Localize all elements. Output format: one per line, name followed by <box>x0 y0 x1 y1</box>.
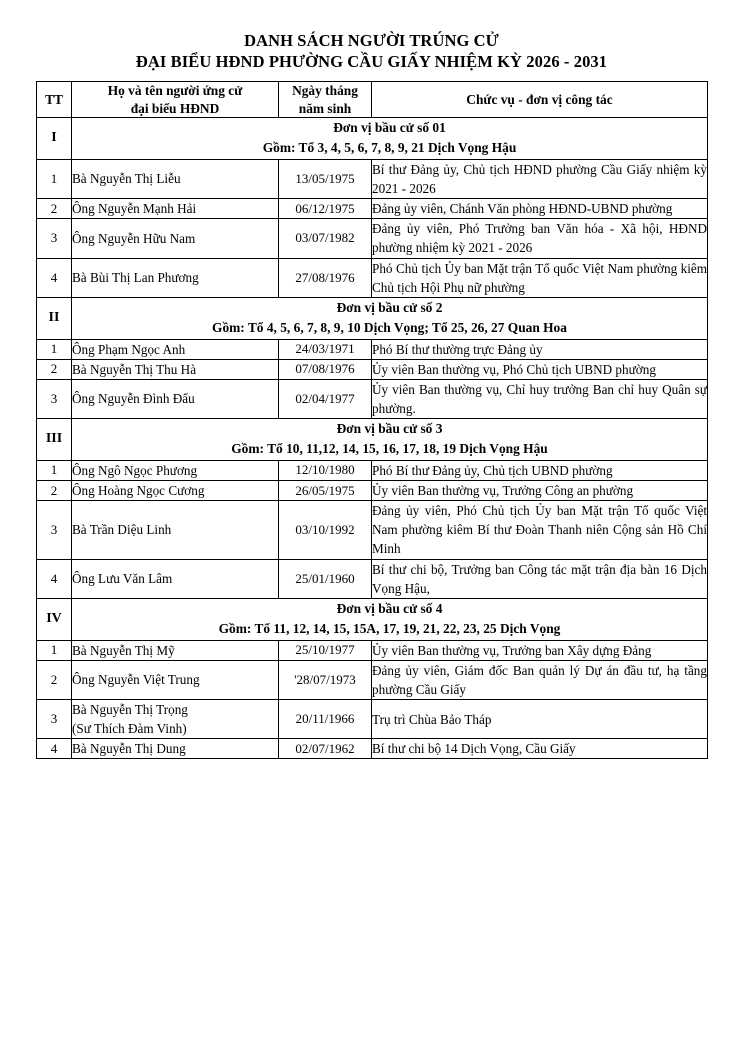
candidate-name-cell <box>72 501 279 559</box>
table-row <box>37 640 708 660</box>
row-index: 3 <box>37 219 72 258</box>
candidate-name-cell <box>72 199 279 219</box>
section-header-row <box>37 419 708 461</box>
candidate-position: Bí thư Đảng ủy, Chủ tịch HĐND phường Cầu Giấy nhiệm kỳ 2021 - 2026 <box>372 159 708 198</box>
candidate-name: Ông Nguyễn Hữu Nam <box>72 230 196 246</box>
table-row <box>37 700 708 739</box>
section-scope: Gồm: Tổ 11, 12, 14, 15, 15A, 17, 19, 21, 22, 23, 25 Dịch Vọng <box>218 621 561 637</box>
candidate-date-of-birth: 02/04/1977 <box>279 379 372 418</box>
title-line-1: DANH SÁCH NGƯỜI TRÚNG CỬ <box>244 31 499 50</box>
candidate-position: Đảng ủy viên, Phó Trưởng ban Văn hóa - Xã hội, HĐND phường nhiệm kỳ 2021 - 2026 <box>372 219 708 258</box>
section-numeral: II <box>37 297 72 339</box>
table-row <box>37 359 708 379</box>
table-header-row <box>37 82 708 118</box>
candidate-name-cell <box>72 379 279 418</box>
candidate-position: Ủy viên Ban thường vụ, Trưởng Công an phường <box>372 481 708 501</box>
candidate-position: Bí thư chi bộ, Trưởng ban Công tác mặt trận địa bàn 16 Dịch Vọng Hậu, <box>372 559 708 598</box>
candidate-name: Ông Ngô Ngọc Phương <box>72 462 198 478</box>
row-index: 4 <box>37 258 72 297</box>
table-row <box>37 501 708 559</box>
candidate-date-of-birth: 20/11/1966 <box>279 700 372 739</box>
candidate-position: Ủy viên Ban thường vụ, Chỉ huy trưởng Ban chỉ huy Quân sự phường. <box>372 379 708 418</box>
row-index: 2 <box>37 359 72 379</box>
row-index: 3 <box>37 700 72 739</box>
row-index: 2 <box>37 199 72 219</box>
row-index: 4 <box>37 559 72 598</box>
section-heading <box>72 118 708 160</box>
table-row <box>37 481 708 501</box>
candidate-name: Ông Nguyễn Việt Trung <box>72 672 200 688</box>
candidate-position: Ủy viên Ban thường vụ, Phó Chủ tịch UBND phường <box>372 359 708 379</box>
candidate-alias: (Sư Thích Đàm Vinh) <box>72 721 187 737</box>
table-row <box>37 739 708 759</box>
row-index: 3 <box>37 379 72 418</box>
section-scope: Gồm: Tổ 10, 11,12, 14, 15, 16, 17, 18, 19 Dịch Vọng Hậu <box>231 441 548 457</box>
candidate-name-cell <box>72 660 279 699</box>
elected-representatives-table <box>36 81 708 759</box>
candidate-date-of-birth: 07/08/1976 <box>279 359 372 379</box>
candidate-name: Ông Hoàng Ngọc Cương <box>72 483 205 498</box>
column-header-tt: TT <box>37 82 72 118</box>
table-row <box>37 379 708 418</box>
section-numeral: IV <box>37 598 72 640</box>
candidate-name-cell <box>72 481 279 501</box>
row-index: 3 <box>37 501 72 559</box>
candidate-date-of-birth: 26/05/1975 <box>279 481 372 501</box>
candidate-date-of-birth: 03/07/1982 <box>279 219 372 258</box>
candidate-name: Bà Nguyễn Thị Thu Hà <box>72 361 197 377</box>
candidate-name: Bà Bùi Thị Lan Phương <box>72 270 199 286</box>
section-heading <box>72 419 708 461</box>
table-row <box>37 219 708 258</box>
section-header-row <box>37 297 708 339</box>
candidate-name-cell <box>72 460 279 480</box>
column-header-name-line-2: đại biểu HĐND <box>130 100 220 116</box>
table-row <box>37 258 708 297</box>
candidate-position: Phó Chủ tịch Ủy ban Mặt trận Tổ quốc Việt Nam phường kiêm Chủ tịch Hội Phụ nữ phường <box>372 258 708 297</box>
candidate-name: Ông Nguyễn Đình Đẩu <box>72 391 195 407</box>
table-body <box>37 118 708 759</box>
section-title: Đơn vị bầu cử số 4 <box>336 600 443 616</box>
candidate-name: Bà Nguyễn Thị Trọng <box>72 702 188 718</box>
column-header-name-line-1: Họ và tên người ứng cử <box>107 83 243 99</box>
candidate-date-of-birth: 03/10/1992 <box>279 501 372 559</box>
candidate-position: Bí thư chi bộ 14 Dịch Vọng, Cầu Giấy <box>372 739 708 759</box>
section-heading <box>72 598 708 640</box>
candidate-name-cell <box>72 258 279 297</box>
section-numeral: III <box>37 419 72 461</box>
row-index: 1 <box>37 339 72 359</box>
candidate-date-of-birth: '28/07/1973 <box>279 660 372 699</box>
table-row <box>37 660 708 699</box>
candidate-position: Phó Bí thư thường trực Đảng ủy <box>372 339 708 359</box>
section-scope: Gồm: Tổ 3, 4, 5, 6, 7, 8, 9, 21 Dịch Vọng Hậu <box>262 140 517 156</box>
section-header-row <box>37 598 708 640</box>
candidate-name: Bà Trần Diệu Linh <box>72 522 172 538</box>
candidate-name-cell <box>72 339 279 359</box>
row-index: 1 <box>37 640 72 660</box>
candidate-date-of-birth: 25/10/1977 <box>279 640 372 660</box>
table-row <box>37 159 708 198</box>
section-numeral: I <box>37 118 72 160</box>
column-header-dob-line-1: Ngày tháng <box>292 83 358 99</box>
section-title: Đơn vị bầu cử số 2 <box>336 299 443 315</box>
row-index: 2 <box>37 481 72 501</box>
row-index: 4 <box>37 739 72 759</box>
candidate-position: Đảng ủy viên, Phó Chủ tịch Ủy ban Mặt trận Tổ quốc Việt Nam phường kiêm Bí thư Đoàn Thanh niên Cộng sản Hồ Chí Minh <box>372 501 708 559</box>
candidate-name: Ông Lưu Văn Lâm <box>72 571 173 587</box>
candidate-name-cell <box>72 159 279 198</box>
row-index: 1 <box>37 159 72 198</box>
candidate-date-of-birth: 06/12/1975 <box>279 199 372 219</box>
candidate-name-cell <box>72 219 279 258</box>
candidate-name-cell <box>72 640 279 660</box>
column-header-role: Chức vụ - đơn vị công tác <box>372 82 708 118</box>
title-line-2: ĐẠI BIỂU HĐND PHƯỜNG CẦU GIẤY NHIỆM KỲ 2026 - 2031 <box>135 52 608 72</box>
candidate-position: Trụ trì Chùa Bảo Tháp <box>372 700 708 739</box>
table-row <box>37 460 708 480</box>
page-title <box>36 30 707 72</box>
candidate-date-of-birth: 02/07/1962 <box>279 739 372 759</box>
candidate-position: Đảng ủy viên, Chánh Văn phòng HĐND-UBND phường <box>372 199 708 219</box>
candidate-name-cell <box>72 700 279 739</box>
candidate-date-of-birth: 25/01/1960 <box>279 559 372 598</box>
candidate-name: Ông Nguyễn Mạnh Hải <box>72 201 197 217</box>
table-row <box>37 559 708 598</box>
candidate-position: Phó Bí thư Đảng ủy, Chủ tịch UBND phường <box>372 460 708 480</box>
candidate-date-of-birth: 24/03/1971 <box>279 339 372 359</box>
candidate-name-cell <box>72 359 279 379</box>
candidate-date-of-birth: 12/10/1980 <box>279 460 372 480</box>
candidate-name: Ông Phạm Ngọc Anh <box>72 341 186 357</box>
section-scope: Gồm: Tổ 4, 5, 6, 7, 8, 9, 10 Dịch Vọng; Tổ 25, 26, 27 Quan Hoa <box>212 320 567 336</box>
candidate-name: Bà Nguyễn Thị Dung <box>72 741 186 757</box>
section-heading <box>72 297 708 339</box>
table-row <box>37 339 708 359</box>
section-title: Đơn vị bầu cử số 3 <box>336 421 443 437</box>
candidate-name-cell <box>72 739 279 759</box>
column-header-dob-line-2: năm sinh <box>298 100 352 116</box>
section-header-row <box>37 118 708 160</box>
table-row <box>37 199 708 219</box>
candidate-name-cell <box>72 559 279 598</box>
candidate-name: Bà Nguyễn Thị Liễu <box>72 171 181 187</box>
candidate-position: Đảng ủy viên, Giám đốc Ban quản lý Dự án đầu tư, hạ tầng phường Cầu Giấy <box>372 660 708 699</box>
column-header-name <box>72 82 279 118</box>
candidate-position: Ủy viên Ban thường vụ, Trưởng ban Xây dựng Đảng <box>372 640 708 660</box>
row-index: 2 <box>37 660 72 699</box>
candidate-name: Bà Nguyễn Thị Mỹ <box>72 642 175 658</box>
column-header-dob <box>279 82 372 118</box>
candidate-date-of-birth: 27/08/1976 <box>279 258 372 297</box>
candidate-date-of-birth: 13/05/1975 <box>279 159 372 198</box>
section-title: Đơn vị bầu cử số 01 <box>333 120 446 136</box>
row-index: 1 <box>37 460 72 480</box>
